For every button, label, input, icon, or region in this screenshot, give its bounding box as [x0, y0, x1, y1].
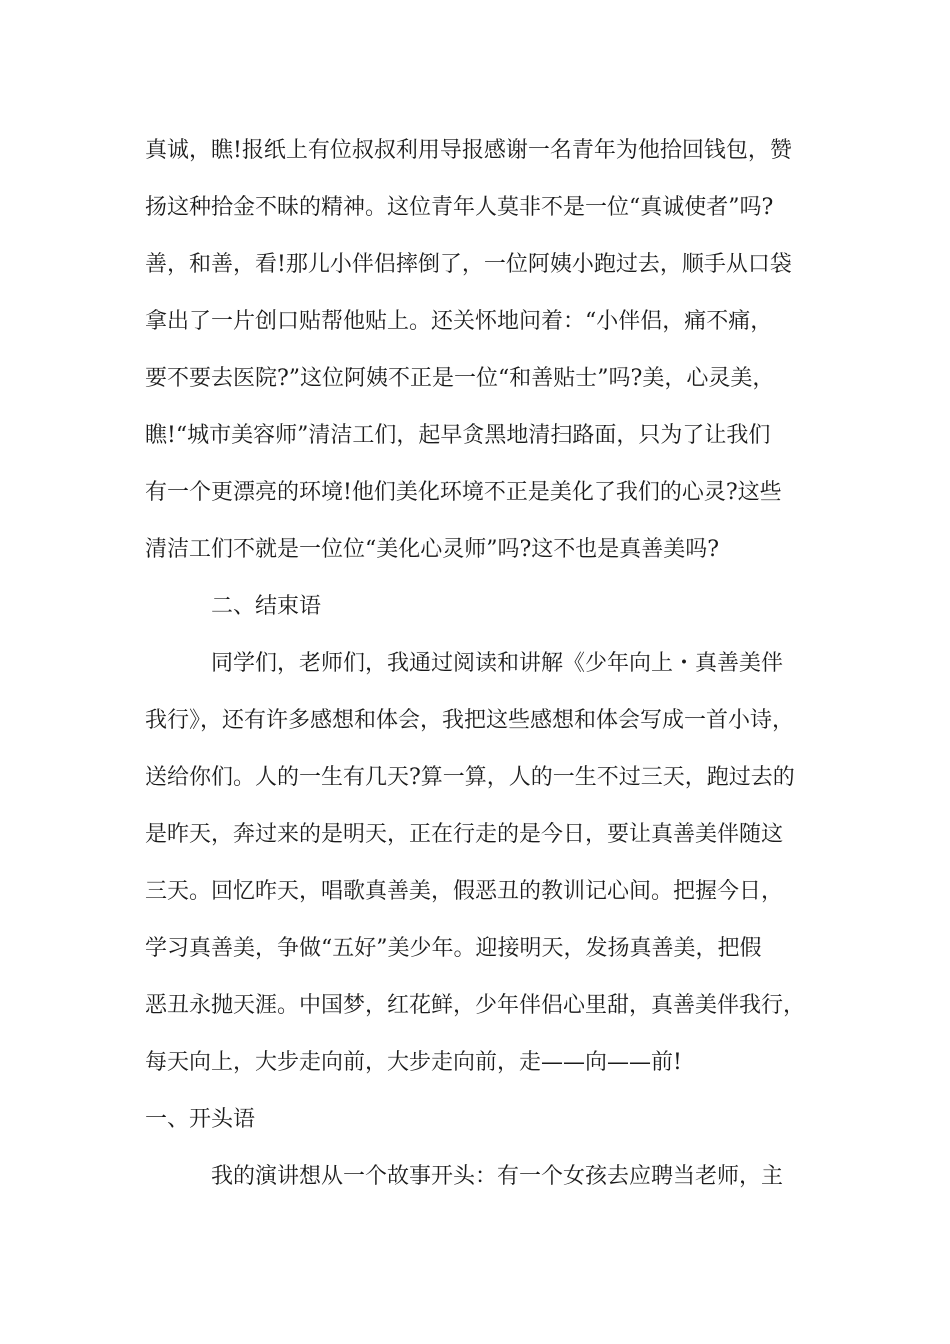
body-line: 同学们，老师们，我通过阅读和讲解《少年向上・真善美伴	[211, 651, 784, 676]
body-line: 真诚，瞧!报纸上有位叔叔利用导报感谢一名青年为他拾回钱包，赞	[145, 138, 792, 163]
section-heading-opening: 一、开头语	[145, 1107, 256, 1132]
body-line: 有一个更漂亮的环境!他们美化环境不正是美化了我们的心灵?这些	[145, 480, 782, 505]
body-line: 拿出了一片创口贴帮他贴上。还关怀地问着：“小伴侣，痛不痛，	[145, 309, 773, 334]
body-line: 学习真善美，争做“五好”美少年。迎接明天，发扬真善美，把假	[145, 936, 762, 961]
body-line: 我行》，还有许多感想和体会，我把这些感想和体会写成一首小诗，	[145, 708, 795, 733]
body-line: 每天向上，大步走向前，大步走向前，走——向——前!	[145, 1050, 682, 1075]
body-line: 扬这种拾金不昧的精神。这位青年人莫非不是一位“真诚使者”吗?	[145, 195, 774, 220]
body-line: 善，和善，看!那儿小伴侣摔倒了，一位阿姨小跑过去，顺手从口袋	[145, 252, 792, 277]
body-line: 清洁工们不就是一位位“美化心灵师”吗?这不也是真善美吗?	[145, 537, 720, 562]
body-line: 三天。回忆昨天，唱歌真善美，假恶丑的教训记心间。把握今日，	[145, 879, 784, 904]
body-line: 我的演讲想从一个故事开头：有一个女孩去应聘当老师，主	[211, 1164, 784, 1189]
body-line: 恶丑永抛天涯。中国梦，红花鲜，少年伴侣心里甜，真善美伴我行，	[145, 993, 806, 1018]
body-line: 要不要去医院?”这位阿姨不正是一位“和善贴士”吗?美，心灵美，	[145, 366, 775, 391]
body-line: 是昨天，奔过来的是明天，正在行走的是今日，要让真善美伴随这	[145, 822, 784, 847]
section-heading-closing: 二、结束语	[211, 594, 322, 619]
body-line: 瞧!“城市美容师”清洁工们，起早贪黑地清扫路面，只为了让我们	[145, 423, 771, 448]
body-line: 送给你们。人的一生有几天?算一算，人的一生不过三天，跑过去的	[145, 765, 795, 790]
